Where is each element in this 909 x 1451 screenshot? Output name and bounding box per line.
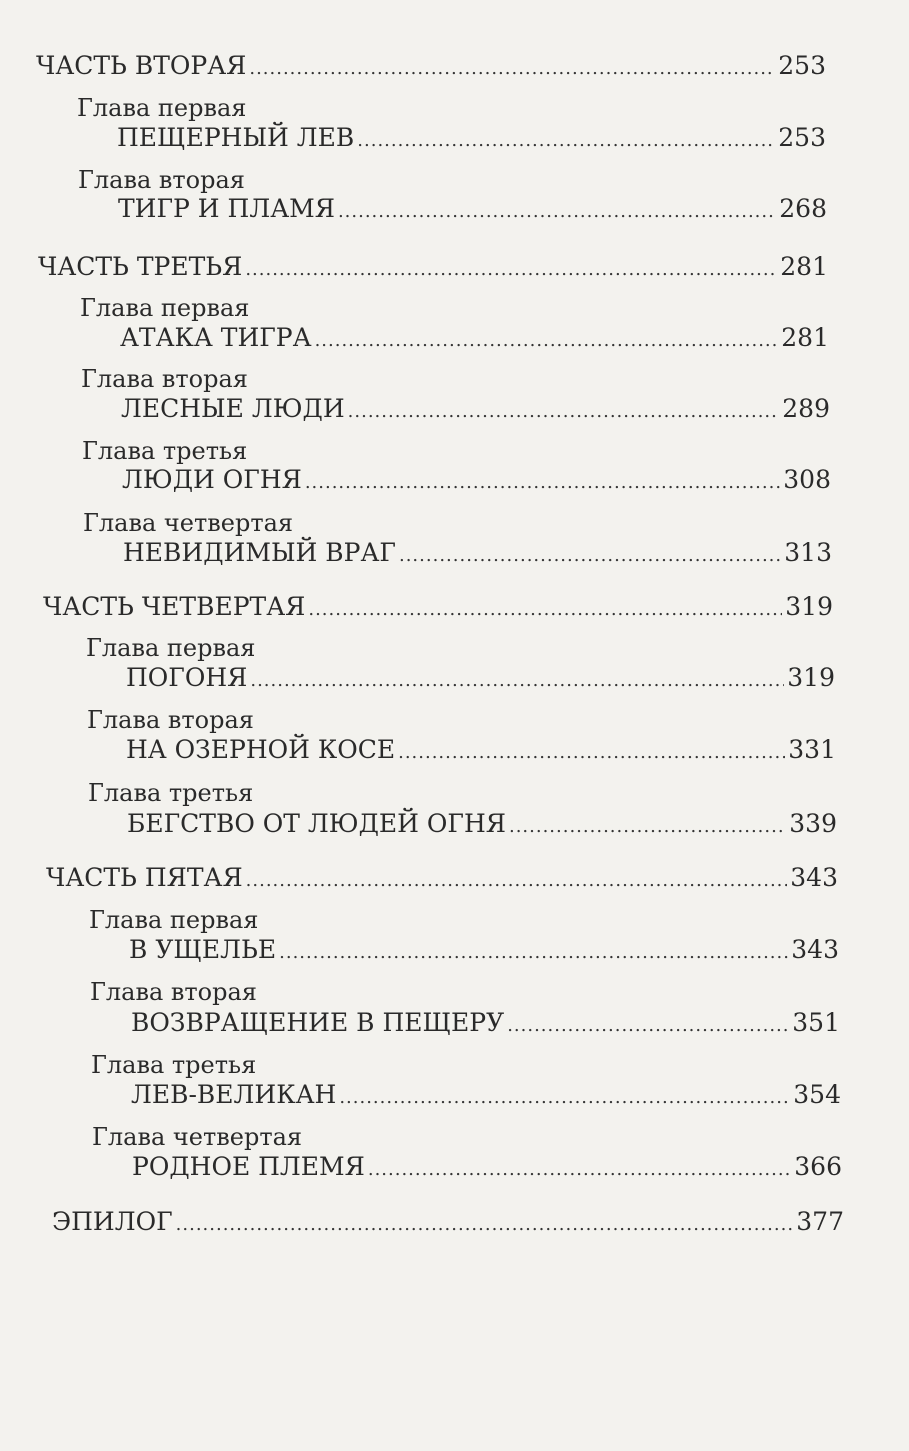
chapter-entry[interactable] <box>117 122 826 157</box>
chapter-entry[interactable] <box>120 322 829 357</box>
dot-leader <box>249 53 775 85</box>
chapter-label: Глава третья <box>91 1051 257 1079</box>
part-title: ЧАСТЬ ТРЕТЬЯ <box>38 252 243 281</box>
chapter-label: Глава третья <box>88 779 254 807</box>
part-entry[interactable] <box>36 50 826 85</box>
dot-leader <box>176 1209 794 1241</box>
dot-leader <box>250 665 784 697</box>
part-entry[interactable] <box>43 591 833 626</box>
chapter-entry[interactable] <box>123 537 832 572</box>
page-number: 319 <box>785 592 833 621</box>
chapter-title: НА ОЗЕРНОЙ КОСЕ <box>126 735 396 764</box>
dot-leader <box>279 937 788 969</box>
dot-leader <box>305 467 780 499</box>
dot-leader <box>357 125 775 157</box>
dot-leader <box>338 196 776 228</box>
page-number: 253 <box>778 51 826 80</box>
dot-leader <box>339 1082 790 1114</box>
chapter-title: ЛЕСНЫЕ ЛЮДИ <box>121 394 345 423</box>
chapter-entry[interactable] <box>132 1151 842 1186</box>
chapter-title: ПЕЩЕРНЫЙ ЛЕВ <box>117 123 355 152</box>
chapter-entry[interactable] <box>131 1079 841 1114</box>
part-entry[interactable] <box>46 862 838 897</box>
page-number: 354 <box>793 1080 841 1109</box>
chapter-title: ТИГР И ПЛАМЯ <box>118 194 335 223</box>
page-number: 281 <box>780 252 828 281</box>
chapter-entry[interactable] <box>122 464 831 499</box>
chapter-title: ВОЗВРАЩЕНИЕ В ПЕЩЕРУ <box>131 1008 505 1037</box>
part-entry[interactable] <box>38 251 828 286</box>
part-title: ЧАСТЬ ЧЕТВЕРТАЯ <box>43 592 306 621</box>
dot-leader <box>398 737 785 769</box>
dot-leader <box>509 811 786 843</box>
chapter-title: В УЩЕЛЬЕ <box>129 935 277 964</box>
chapter-label: Глава третья <box>82 437 248 465</box>
page-number: 268 <box>779 194 827 223</box>
chapter-label: Глава вторая <box>87 706 254 734</box>
page-number: 343 <box>791 935 839 964</box>
part-title: ЧАСТЬ ПЯТАЯ <box>46 863 243 892</box>
epilogue-title: ЭПИЛОГ <box>52 1207 173 1236</box>
chapter-entry[interactable] <box>127 808 837 843</box>
chapter-title: РОДНОЕ ПЛЕМЯ <box>132 1152 365 1181</box>
chapter-label: Глава первая <box>80 294 250 322</box>
dot-leader <box>246 865 788 897</box>
chapter-entry[interactable] <box>126 662 835 697</box>
dot-leader <box>315 325 779 357</box>
chapter-title: ЛЕВ-ВЕЛИКАН <box>131 1080 337 1109</box>
dot-leader <box>507 1010 789 1042</box>
page-number: 339 <box>789 809 837 838</box>
chapter-label: Глава первая <box>86 634 256 662</box>
chapter-entry[interactable] <box>129 934 839 969</box>
chapter-label: Глава первая <box>77 94 247 122</box>
chapter-label: Глава вторая <box>78 166 245 194</box>
chapter-entry[interactable] <box>131 1007 840 1042</box>
page-number: 289 <box>782 394 830 423</box>
page-number: 366 <box>794 1152 842 1181</box>
page-number: 351 <box>792 1008 840 1037</box>
chapter-entry[interactable] <box>126 734 836 769</box>
page-number: 313 <box>784 538 832 567</box>
epilogue-entry[interactable] <box>52 1206 844 1241</box>
chapter-label: Глава вторая <box>90 978 257 1006</box>
chapter-label: Глава четвертая <box>92 1123 303 1151</box>
chapter-title: НЕВИДИМЫЙ ВРАГ <box>123 538 396 567</box>
dot-leader <box>308 594 782 626</box>
chapter-title: БЕГСТВО ОТ ЛЮДЕЙ ОГНЯ <box>127 809 506 838</box>
chapter-title: ЛЮДИ ОГНЯ <box>122 465 302 494</box>
page-number: 308 <box>783 465 831 494</box>
page-number: 377 <box>796 1207 844 1236</box>
part-title: ЧАСТЬ ВТОРАЯ <box>36 51 247 80</box>
chapter-title: ПОГОНЯ <box>126 663 248 692</box>
page-number: 343 <box>790 863 838 892</box>
page-number: 253 <box>778 123 826 152</box>
page-number: 281 <box>781 323 829 352</box>
dot-leader <box>399 540 781 572</box>
dot-leader <box>348 396 780 428</box>
chapter-label: Глава четвертая <box>83 509 294 537</box>
chapter-entry[interactable] <box>118 193 827 228</box>
dot-leader <box>368 1154 791 1186</box>
page-number: 331 <box>788 735 836 764</box>
page-number: 319 <box>787 663 835 692</box>
chapter-label: Глава первая <box>89 906 259 934</box>
chapter-entry[interactable] <box>121 393 830 428</box>
chapter-label: Глава вторая <box>81 365 248 393</box>
chapter-title: АТАКА ТИГРА <box>120 323 312 352</box>
dot-leader <box>245 254 777 286</box>
